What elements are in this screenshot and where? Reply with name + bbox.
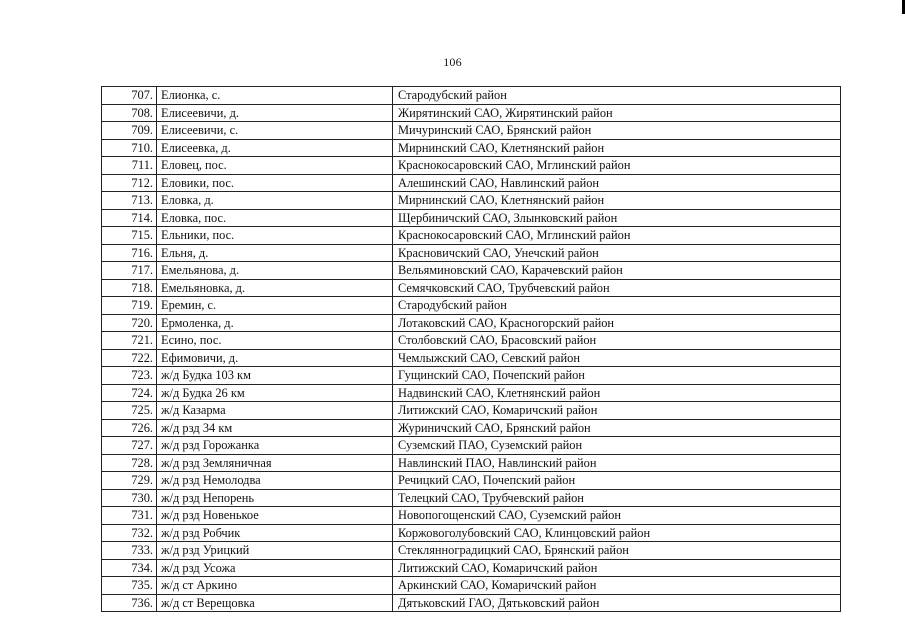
table-row xyxy=(102,384,841,402)
table-row xyxy=(102,157,841,175)
administrative-area-cell: Краснокосаровский САО, Мглинский район xyxy=(393,227,841,245)
row-number-cell: 710. xyxy=(102,139,157,157)
table-row xyxy=(102,87,841,105)
row-number-cell: 718. xyxy=(102,279,157,297)
row-number-cell: 719. xyxy=(102,297,157,315)
administrative-area-cell: Мирнинский САО, Клетнянский район xyxy=(393,139,841,157)
table-row xyxy=(102,244,841,262)
administrative-area-cell: Стародубский район xyxy=(393,297,841,315)
row-number-cell: 736. xyxy=(102,594,157,612)
table-row xyxy=(102,524,841,542)
administrative-area-cell: Столбовский САО, Брасовский район xyxy=(393,332,841,350)
table-row xyxy=(102,419,841,437)
row-number-cell: 735. xyxy=(102,577,157,595)
settlement-name-cell: Елионка, с. xyxy=(157,87,393,105)
settlement-name-cell: ж/д Будка 26 км xyxy=(157,384,393,402)
row-number-cell: 727. xyxy=(102,437,157,455)
administrative-area-cell: Литижский САО, Комаричский район xyxy=(393,402,841,420)
table-row xyxy=(102,192,841,210)
administrative-area-cell: Гущинский САО, Почепский район xyxy=(393,367,841,385)
table-row xyxy=(102,437,841,455)
settlement-name-cell: Ельня, д. xyxy=(157,244,393,262)
row-number-cell: 721. xyxy=(102,332,157,350)
settlement-name-cell: Елисеевичи, д. xyxy=(157,104,393,122)
settlement-name-cell: Еловка, пос. xyxy=(157,209,393,227)
table-row xyxy=(102,227,841,245)
table-row xyxy=(102,594,841,612)
administrative-area-cell: Мичуринский САО, Брянский район xyxy=(393,122,841,140)
administrative-area-cell: Суземский ПАО, Суземский район xyxy=(393,437,841,455)
table-row xyxy=(102,402,841,420)
administrative-area-cell: Дятьковский ГАО, Дятьковский район xyxy=(393,594,841,612)
administrative-area-cell: Краснокосаровский САО, Мглинский район xyxy=(393,157,841,175)
row-number-cell: 713. xyxy=(102,192,157,210)
table-row xyxy=(102,507,841,525)
row-number-cell: 711. xyxy=(102,157,157,175)
settlements-table-body xyxy=(102,87,841,612)
settlement-name-cell: Елисеевка, д. xyxy=(157,139,393,157)
settlement-name-cell: ж/д Казарма xyxy=(157,402,393,420)
administrative-area-cell: Жирятинский САО, Жирятинский район xyxy=(393,104,841,122)
table-row xyxy=(102,489,841,507)
settlement-name-cell: ж/д Будка 103 км xyxy=(157,367,393,385)
administrative-area-cell: Мирнинский САО, Клетнянский район xyxy=(393,192,841,210)
settlement-name-cell: ж/д рзд Немолодва xyxy=(157,472,393,490)
administrative-area-cell: Надвинский САО, Клетнянский район xyxy=(393,384,841,402)
row-number-cell: 707. xyxy=(102,87,157,105)
table-row xyxy=(102,297,841,315)
table-row xyxy=(102,559,841,577)
settlement-name-cell: ж/д рзд Усожа xyxy=(157,559,393,577)
row-number-cell: 728. xyxy=(102,454,157,472)
row-number-cell: 715. xyxy=(102,227,157,245)
table-row xyxy=(102,209,841,227)
row-number-cell: 729. xyxy=(102,472,157,490)
row-number-cell: 731. xyxy=(102,507,157,525)
administrative-area-cell: Аркинский САО, Комаричский район xyxy=(393,577,841,595)
administrative-area-cell: Новопогощенский САО, Суземский район xyxy=(393,507,841,525)
administrative-area-cell: Стародубский район xyxy=(393,87,841,105)
page-number: 106 xyxy=(443,55,462,69)
row-number-cell: 716. xyxy=(102,244,157,262)
settlement-name-cell: ж/д рзд Непорень xyxy=(157,489,393,507)
administrative-area-cell: Литижский САО, Комаричский район xyxy=(393,559,841,577)
row-number-cell: 732. xyxy=(102,524,157,542)
table-row xyxy=(102,174,841,192)
row-number-cell: 709. xyxy=(102,122,157,140)
row-number-cell: 733. xyxy=(102,542,157,560)
settlements-table xyxy=(101,86,841,612)
row-number-cell: 724. xyxy=(102,384,157,402)
administrative-area-cell: Чемлыжский САО, Севский район xyxy=(393,349,841,367)
administrative-area-cell: Лотаковский САО, Красногорский район xyxy=(393,314,841,332)
settlement-name-cell: ж/д рзд 34 км xyxy=(157,419,393,437)
settlement-name-cell: Еловики, пос. xyxy=(157,174,393,192)
administrative-area-cell: Навлинский ПАО, Навлинский район xyxy=(393,454,841,472)
settlement-name-cell: ж/д ст Аркино xyxy=(157,577,393,595)
table-row xyxy=(102,262,841,280)
settlement-name-cell: Еловец, пос. xyxy=(157,157,393,175)
row-number-cell: 717. xyxy=(102,262,157,280)
settlement-name-cell: Еремин, с. xyxy=(157,297,393,315)
row-number-cell: 734. xyxy=(102,559,157,577)
row-number-cell: 708. xyxy=(102,104,157,122)
row-number-cell: 723. xyxy=(102,367,157,385)
table-row xyxy=(102,367,841,385)
settlement-name-cell: ж/д ст Верещовка xyxy=(157,594,393,612)
settlement-name-cell: Емельяновка, д. xyxy=(157,279,393,297)
row-number-cell: 720. xyxy=(102,314,157,332)
table-row xyxy=(102,122,841,140)
settlement-name-cell: Ефимовичи, д. xyxy=(157,349,393,367)
administrative-area-cell: Речицкий САО, Почепский район xyxy=(393,472,841,490)
table-row xyxy=(102,454,841,472)
row-number-cell: 725. xyxy=(102,402,157,420)
table-row xyxy=(102,542,841,560)
administrative-area-cell: Красновичский САО, Унечский район xyxy=(393,244,841,262)
settlement-name-cell: ж/д рзд Урицкий xyxy=(157,542,393,560)
administrative-area-cell: Коржовоголубовский САО, Клинцовский район xyxy=(393,524,841,542)
settlement-name-cell: ж/д рзд Горожанка xyxy=(157,437,393,455)
settlement-name-cell: Есино, пос. xyxy=(157,332,393,350)
administrative-area-cell: Семячковский САО, Трубчевский район xyxy=(393,279,841,297)
administrative-area-cell: Щербиничский САО, Злынковский район xyxy=(393,209,841,227)
table-row xyxy=(102,577,841,595)
row-number-cell: 730. xyxy=(102,489,157,507)
table-row xyxy=(102,472,841,490)
settlement-name-cell: Емельянова, д. xyxy=(157,262,393,280)
settlement-name-cell: ж/д рзд Земляничная xyxy=(157,454,393,472)
table-row xyxy=(102,279,841,297)
administrative-area-cell: Журиничский САО, Брянский район xyxy=(393,419,841,437)
table-row xyxy=(102,332,841,350)
administrative-area-cell: Телецкий САО, Трубчевский район xyxy=(393,489,841,507)
row-number-cell: 726. xyxy=(102,419,157,437)
row-number-cell: 714. xyxy=(102,209,157,227)
table-row xyxy=(102,349,841,367)
settlement-name-cell: Еловка, д. xyxy=(157,192,393,210)
table-row xyxy=(102,104,841,122)
administrative-area-cell: Алешинский САО, Навлинский район xyxy=(393,174,841,192)
table-row xyxy=(102,314,841,332)
administrative-area-cell: Стеклянноградицкий САО, Брянский район xyxy=(393,542,841,560)
settlement-name-cell: Елисеевичи, с. xyxy=(157,122,393,140)
table-row xyxy=(102,139,841,157)
settlement-name-cell: Ермоленка, д. xyxy=(157,314,393,332)
settlement-name-cell: ж/д рзд Новенькое xyxy=(157,507,393,525)
row-number-cell: 712. xyxy=(102,174,157,192)
settlement-name-cell: Ельники, пос. xyxy=(157,227,393,245)
settlement-name-cell: ж/д рзд Робчик xyxy=(157,524,393,542)
administrative-area-cell: Вельяминовский САО, Карачевский район xyxy=(393,262,841,280)
row-number-cell: 722. xyxy=(102,349,157,367)
